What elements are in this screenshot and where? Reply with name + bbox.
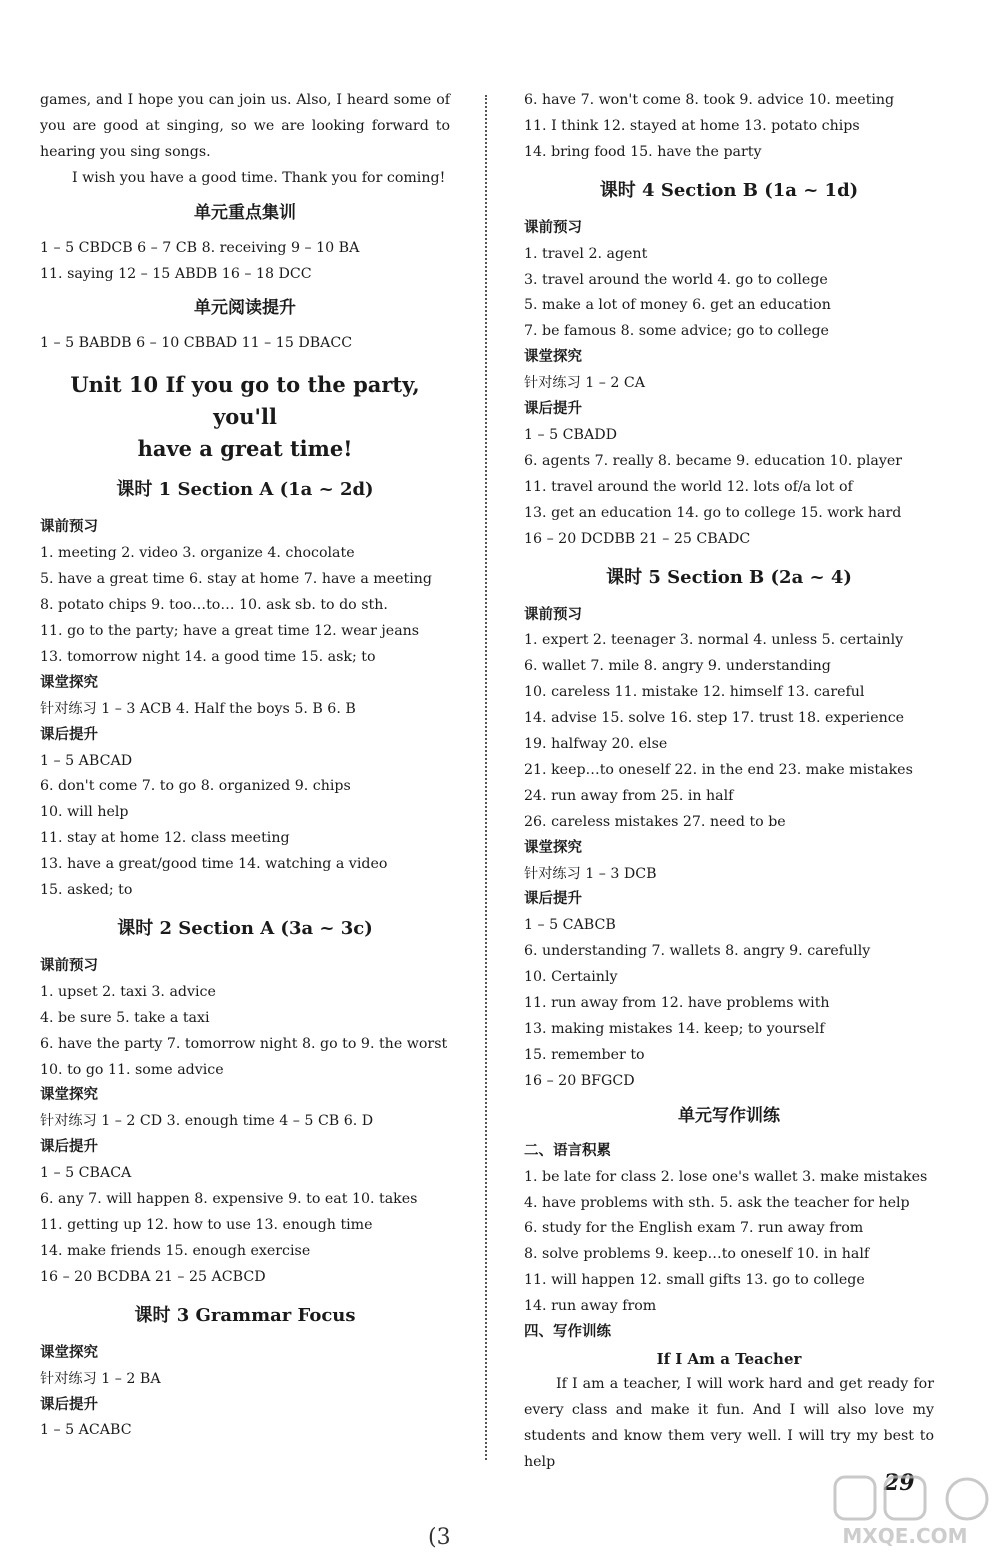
- writing-heading: 单元写作训练: [678, 1105, 780, 1126]
- answer-line: 1 – 5 CBACA: [40, 1165, 132, 1182]
- lesson-2-after-label: 课后提升: [40, 1139, 98, 1156]
- language-label: 二、语言积累: [524, 1142, 611, 1159]
- review-heading: 单元重点集训: [194, 202, 296, 223]
- answer-line: 1 – 5 ACABC: [40, 1422, 132, 1439]
- lesson-2-title: 课时 2 Section A (3a ~ 3c): [117, 917, 373, 939]
- lesson-5-class-label: 课堂探究: [524, 839, 582, 856]
- answer-line: 1. meeting 2. video 3. organize 4. chocolate: [40, 545, 355, 562]
- answer-line: 7. be famous 8. some advice; go to college: [524, 323, 829, 340]
- answer-line: 3. travel around the world 4. go to college: [524, 271, 828, 288]
- continued-answers: [524, 88, 934, 166]
- answer-line: 6. any 7. will happen 8. expensive 9. to eat 10. takes: [40, 1191, 418, 1208]
- answer-line: 16 – 20 BCDBA 21 – 25 ACBCD: [40, 1268, 266, 1285]
- answer-line: 6. understanding 7. wallets 8. angry 9. carefully: [524, 943, 871, 960]
- answer-line: 1. upset 2. taxi 3. advice: [40, 983, 216, 1000]
- lesson-1-title: 课时 1 Section A (1a ~ 2d): [116, 479, 374, 501]
- answer-line: 10. careless 11. mistake 12. himself 13. careful: [524, 684, 865, 701]
- svg-text:MXQE.COM: MXQE.COM: [842, 1524, 968, 1548]
- lesson-5-preview-answers: [524, 628, 934, 835]
- lesson-1-class-answers: [40, 697, 450, 723]
- lesson-3-class-answers: [40, 1367, 450, 1393]
- page-mark: (3: [428, 1525, 451, 1550]
- answer-line: 11. will happen 12. small gifts 13. go to college: [524, 1272, 865, 1289]
- answer-line: 14. make friends 15. enough exercise: [40, 1242, 311, 1259]
- lesson-4-class-label: 课堂探究: [524, 349, 582, 366]
- essay-title: If I Am a Teacher: [656, 1349, 802, 1368]
- lesson-3-class-label: 课堂探究: [40, 1344, 98, 1361]
- answer-line: 11. I think 12. stayed at home 13. potato chips: [524, 117, 860, 134]
- lesson-4-class-answers: [524, 371, 934, 397]
- answer-line: 6. have 7. won't come 8. took 9. advice 10. meeting: [524, 92, 895, 108]
- answer-line: 1. expert 2. teenager 3. normal 4. unless 5. certainly: [524, 632, 904, 649]
- answer-line: 24. run away from 25. in half: [524, 787, 734, 804]
- answer-line: 1 – 5 BABDB 6 – 10 CBBAD 11 – 15 DBACC: [40, 335, 353, 352]
- right-column: [524, 88, 934, 1476]
- answer-line: 1 – 5 CBDCB 6 – 7 CB 8. receiving 9 – 10 BA: [40, 239, 360, 256]
- answer-line: 13. making mistakes 14. keep; to yourself: [524, 1021, 825, 1037]
- answer-line: 6. have the party 7. tomorrow night 8. go to 9. the worst: [40, 1035, 448, 1052]
- lesson-3-after-answers: [40, 1418, 450, 1444]
- lesson-2-preview-label: 课前预习: [40, 957, 98, 974]
- answer-line: 8. potato chips 9. too…to… 10. ask sb. to do sth.: [40, 597, 388, 614]
- answer-line: 13. have a great/good time 14. watching a video: [40, 856, 388, 873]
- answer-line: 14. bring food 15. have the party: [524, 143, 762, 160]
- answer-line: 针对练习 1 – 2 CD 3. enough time 4 – 5 CB 6. D: [40, 1113, 374, 1130]
- answer-line: 11. travel around the world 12. lots of/a lot of: [524, 478, 853, 495]
- unit-title-line-1: Unit 10 If you go to the party, you'll: [70, 372, 420, 430]
- answer-line: 26. careless mistakes 27. need to be: [524, 813, 786, 830]
- answer-line: 针对练习 1 – 3 ACB 4. Half the boys 5. B 6. B: [40, 700, 356, 717]
- lesson-4-after-answers: [524, 423, 934, 553]
- watermark-logo: [815, 1465, 995, 1550]
- answer-line: 10. Certainly: [524, 969, 618, 986]
- left-column: [40, 88, 450, 1444]
- unit-title: [40, 369, 450, 465]
- answer-line: 13. get an education 14. go to college 15. work hard: [524, 504, 902, 521]
- lesson-1-after-answers: [40, 749, 450, 904]
- lesson-2-class-label: 课堂探究: [40, 1087, 98, 1104]
- answer-line: 4. have problems with sth. 5. ask the teacher for help: [524, 1194, 910, 1211]
- answer-line: 1 – 5 CABCB: [524, 917, 616, 934]
- lesson-4-after-label: 课后提升: [524, 401, 582, 418]
- answer-line: 8. solve problems 9. keep…to oneself 10. in half: [524, 1246, 870, 1263]
- lesson-2-class-answers: [40, 1109, 450, 1135]
- intro-paragraph: games, and I hope you can join us. Also, I heard some of you are good at singing, so we are looking forward to hearing you sing songs.: [40, 92, 450, 160]
- essay-text: If I am a teacher, I will work hard and get ready for every class and make it fun. And I will also love my students and know them very well. I will try my best to help: [524, 1375, 934, 1470]
- lesson-5-class-answers: [524, 862, 934, 888]
- language-answers: [524, 1165, 934, 1320]
- answer-line: 11. getting up 12. how to use 13. enough time: [40, 1217, 373, 1233]
- lesson-2-after-answers: [40, 1161, 450, 1291]
- column-divider: [485, 95, 487, 1460]
- answer-line: 1. travel 2. agent: [524, 245, 648, 262]
- writing-practice-label: 四、写作训练: [524, 1324, 611, 1341]
- answer-line: 10. will help: [40, 804, 129, 821]
- answer-line: 6. agents 7. really 8. became 9. education 10. player: [524, 452, 903, 469]
- answer-line: 针对练习 1 – 2 BA: [40, 1370, 161, 1387]
- answer-line: 16 – 20 BFGCD: [524, 1072, 635, 1089]
- answer-line: 1. be late for class 2. lose one's wallet 3. make mistakes: [524, 1168, 928, 1185]
- lesson-4-preview-label: 课前预习: [524, 219, 582, 236]
- answer-line: 13. tomorrow night 14. a good time 15. ask; to: [40, 648, 376, 665]
- answer-line: 11. stay at home 12. class meeting: [40, 830, 290, 847]
- unit-title-line-2: have a great time!: [137, 436, 353, 462]
- answer-line: 11. go to the party; have a great time 12. wear jeans: [40, 622, 420, 639]
- answer-line: 6. study for the English exam 7. run away from: [524, 1220, 864, 1237]
- answer-line: 6. wallet 7. mile 8. angry 9. understanding: [524, 658, 831, 675]
- lesson-1-class-label: 课堂探究: [40, 674, 98, 691]
- answer-line: 1 – 5 CBADD: [524, 426, 617, 443]
- answer-line: 19. halfway 20. else: [524, 736, 668, 753]
- answer-line: 6. don't come 7. to go 8. organized 9. chips: [40, 778, 351, 795]
- answer-line: 11. run away from 12. have problems with: [524, 995, 830, 1012]
- lesson-1-preview-label: 课前预习: [40, 519, 98, 536]
- answer-line: 21. keep…to oneself 22. in the end 23. make mistakes: [524, 761, 913, 778]
- lesson-1-preview-answers: [40, 541, 450, 671]
- answer-line: 4. be sure 5. take a taxi: [40, 1009, 210, 1026]
- answer-line: 5. have a great time 6. stay at home 7. have a meeting: [40, 571, 433, 588]
- answer-line: 针对练习 1 – 3 DCB: [524, 865, 657, 882]
- lesson-4-title: 课时 4 Section B (1a ~ 1d): [599, 179, 859, 201]
- answer-line: 14. advise 15. solve 16. step 17. trust 18. experience: [524, 710, 905, 727]
- answer-line: 10. to go 11. some advice: [40, 1061, 224, 1078]
- lesson-5-after-label: 课后提升: [524, 891, 582, 908]
- answer-line: 15. remember to: [524, 1046, 645, 1063]
- answer-line: 14. run away from: [524, 1298, 657, 1315]
- intro-closing: I wish you have a good time. Thank you for coming!: [72, 169, 446, 186]
- lesson-5-title: 课时 5 Section B (2a ~ 4): [606, 566, 852, 588]
- page-number: 29: [884, 1470, 915, 1496]
- reading-heading: 单元阅读提升: [194, 298, 296, 319]
- lesson-3-after-label: 课后提升: [40, 1396, 98, 1413]
- lesson-1-after-label: 课后提升: [40, 726, 98, 743]
- lesson-4-preview-answers: [524, 242, 934, 346]
- review-answers: [40, 236, 450, 288]
- lesson-5-preview-label: 课前预习: [524, 606, 582, 623]
- lesson-5-after-answers: [524, 913, 934, 1094]
- answer-line: 16 – 20 DCDBB 21 – 25 CBADC: [524, 530, 751, 547]
- lesson-3-title: 课时 3 Grammar Focus: [134, 1304, 356, 1326]
- answer-line: 11. saying 12 – 15 ABDB 16 – 18 DCC: [40, 265, 312, 282]
- lesson-2-preview-answers: [40, 980, 450, 1084]
- reading-answers: [40, 331, 450, 357]
- answer-line: 15. asked; to: [40, 882, 133, 899]
- answer-line: 5. make a lot of money 6. get an education: [524, 297, 831, 314]
- answer-line: 1 – 5 ABCAD: [40, 752, 133, 769]
- answer-line: 针对练习 1 – 2 CA: [524, 375, 646, 392]
